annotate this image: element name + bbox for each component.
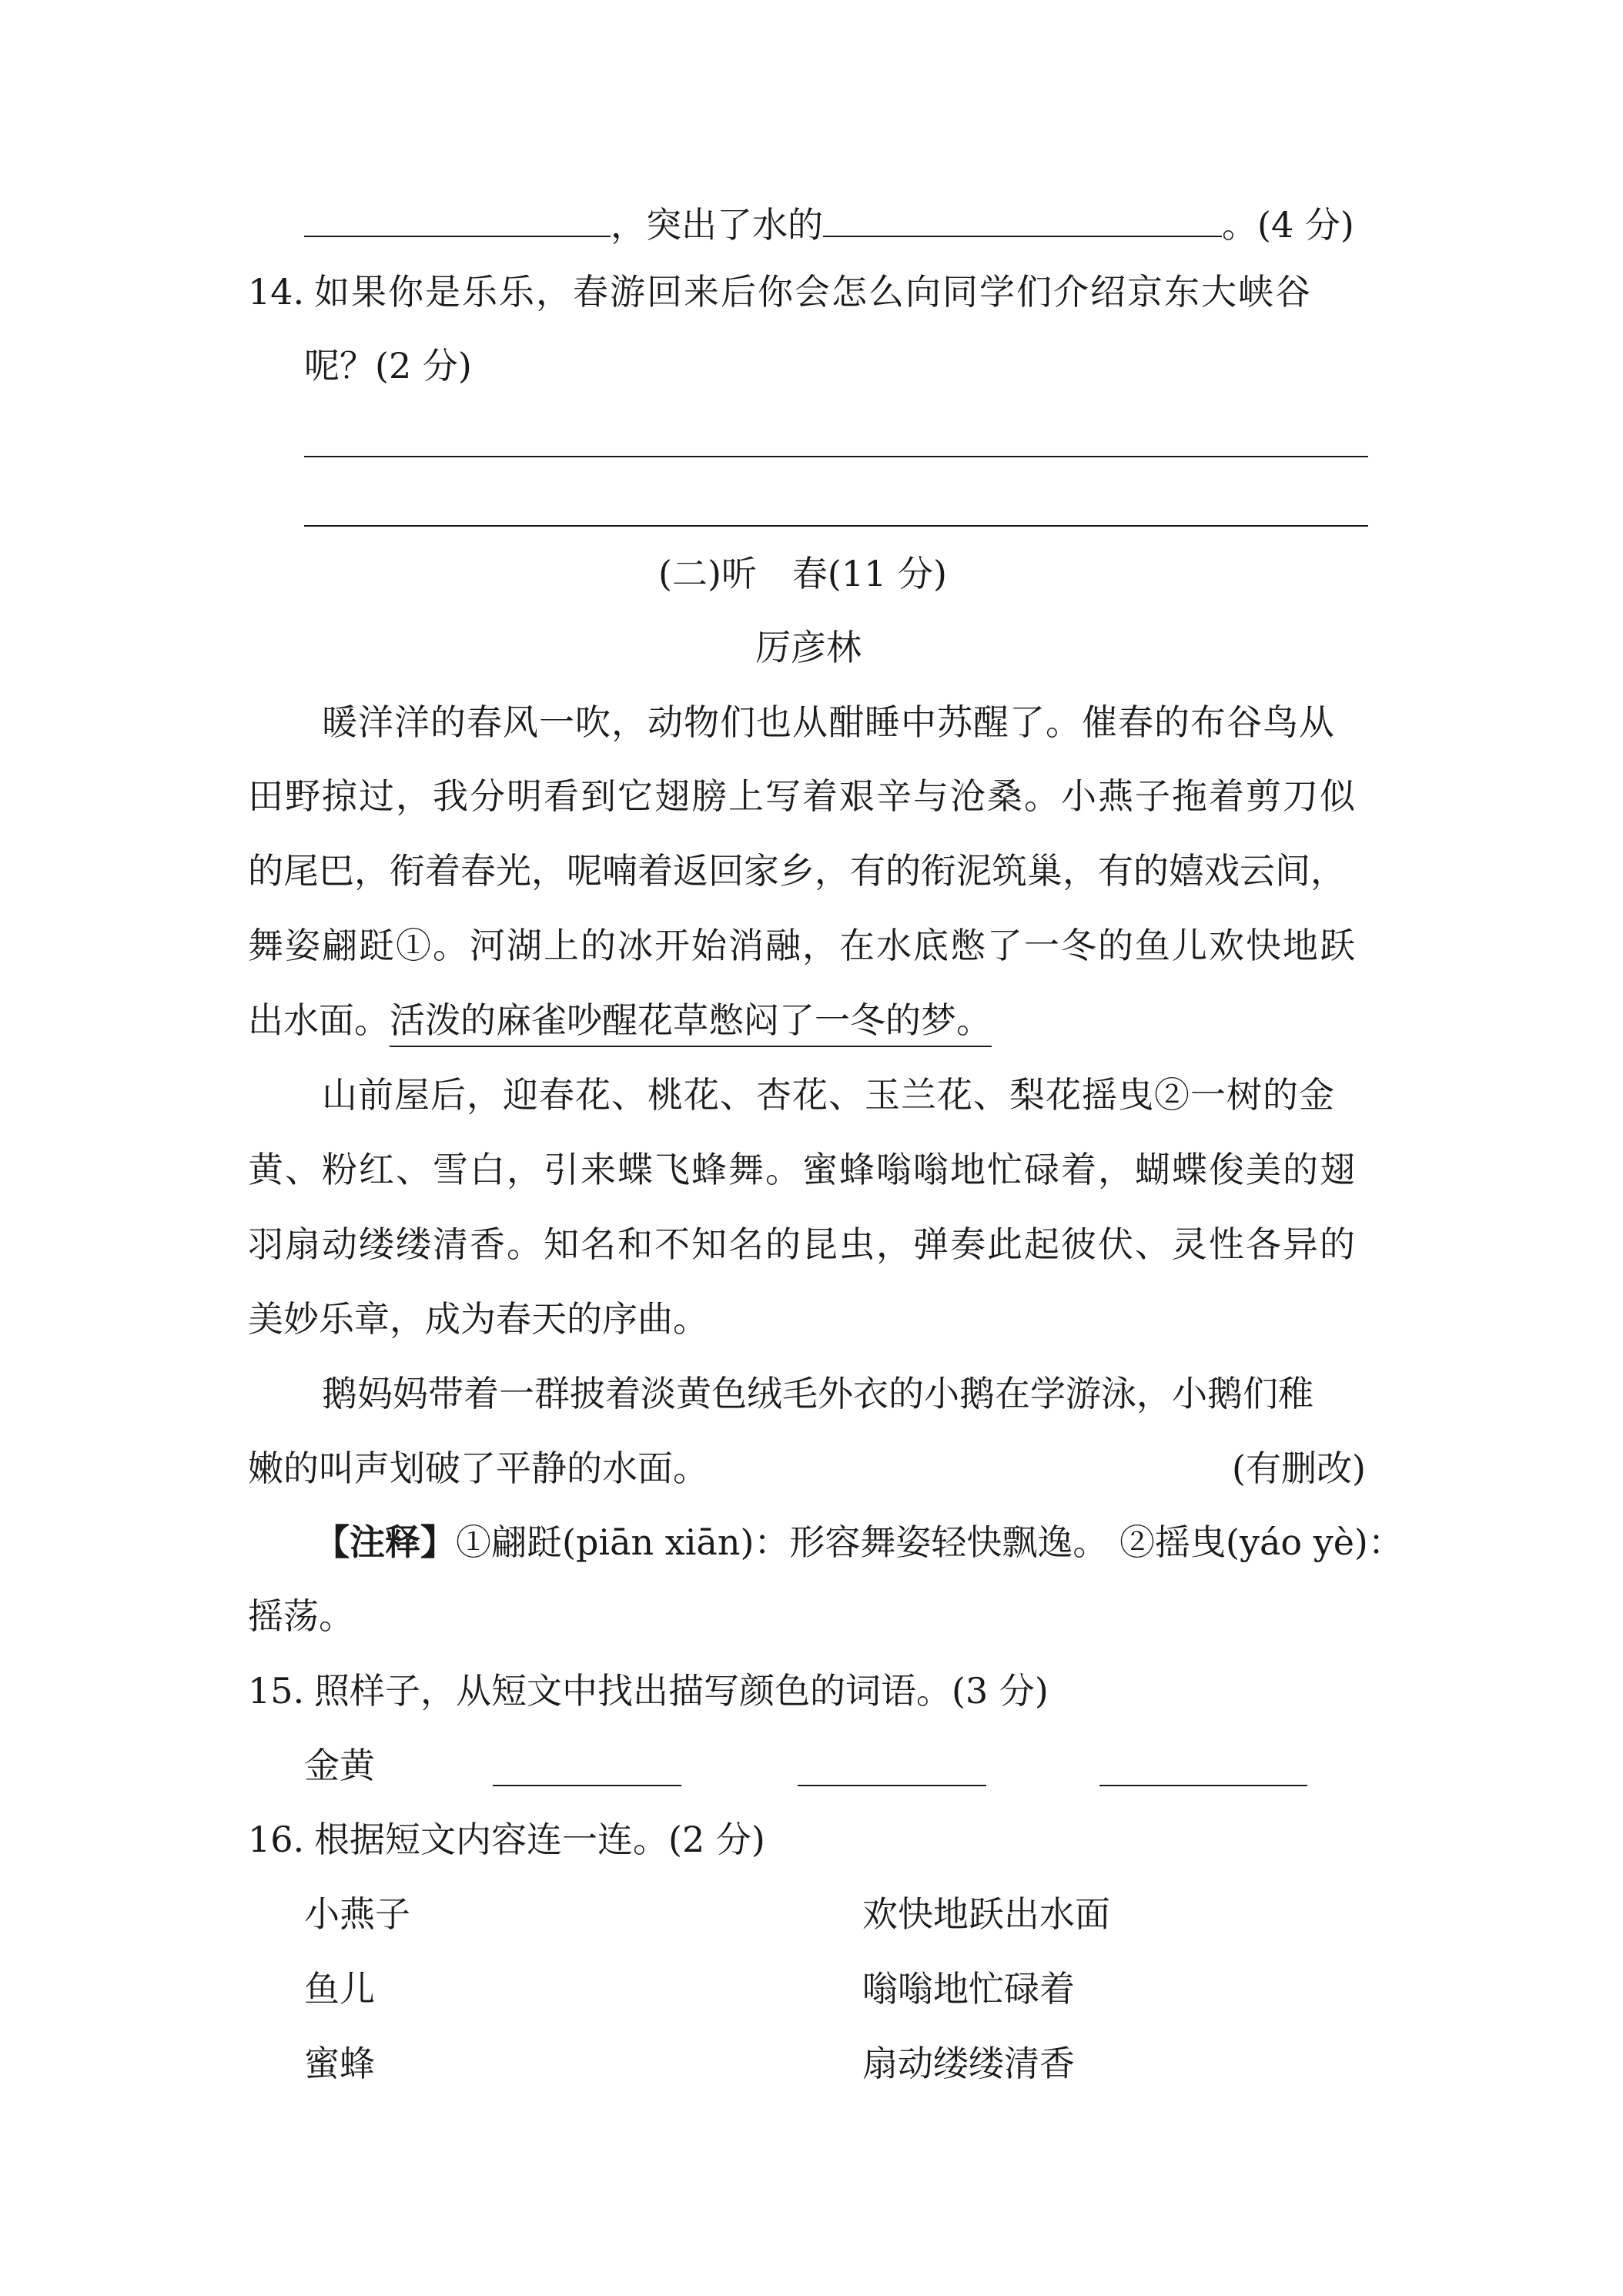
section-title bbox=[658, 553, 947, 594]
q16-question: 根据短文内容连一连。(2 分) bbox=[314, 1819, 765, 1860]
passage-p1-line1: 暖洋洋的春风一吹，动物们也从酣睡中苏醒了。催春的布谷鸟从 bbox=[322, 701, 1335, 743]
q13-text-mid: ，突出了水的 bbox=[611, 204, 823, 246]
passage-p3-line2: 嫩的叫声划破了平静的水面。 bbox=[248, 1448, 708, 1489]
q14-answer-line-2[interactable] bbox=[304, 525, 1368, 527]
passage-p1-line4: 舞姿翩跹①。河湖上的冰开始消融，在水底憋了一冬的鱼儿欢快地跃 bbox=[248, 925, 1357, 966]
section-title-part2: 春(11 分) bbox=[791, 553, 947, 594]
passage-p1-line3: 的尾巴，衔着春光，呢喃着返回家乡，有的衔泥筑巢，有的嬉戏云间， bbox=[248, 850, 1346, 892]
passage-underlined-sentence: 活泼的麻雀吵醒花草憋闷了一冬的梦。 bbox=[390, 999, 992, 1047]
q15-example: 金黄 bbox=[304, 1745, 375, 1786]
q13-answer-line bbox=[304, 202, 1354, 246]
q15-answer-blank-1[interactable] bbox=[493, 1785, 681, 1786]
passage-p3-line1: 鹅妈妈带着一群披着淡黄色绒毛外衣的小鹅在学游泳，小鹅们稚 bbox=[322, 1373, 1313, 1414]
passage-p2-line2: 黄、粉红、雪白，引来蝶飞蜂舞。蜜蜂嗡嗡地忙碌着，蝴蝶俊美的翅 bbox=[248, 1149, 1357, 1190]
q15-answer-blank-2[interactable] bbox=[798, 1785, 986, 1786]
q14-number: 14. bbox=[248, 271, 305, 313]
passage-p2-line4: 美妙乐章，成为春天的序曲。 bbox=[248, 1298, 708, 1340]
note-text-line1: ①翩跹(piān xiān)：形容舞姿轻快飘逸。 ②摇曳(yáo yè)： bbox=[456, 1521, 1404, 1563]
q16-number: 16. bbox=[248, 1819, 305, 1860]
q16-right-item-1[interactable]: 欢快地跃出水面 bbox=[862, 1893, 1110, 1935]
q16-right-item-2[interactable]: 嗡嗡地忙碌着 bbox=[862, 1968, 1075, 2010]
q15-number: 15. bbox=[248, 1670, 305, 1712]
q16-right-item-3[interactable]: 扇动缕缕清香 bbox=[862, 2043, 1075, 2084]
q14-question-line1: 如果你是乐乐，春游回来后你会怎么向同学们介绍京东大峡谷 bbox=[314, 271, 1312, 313]
q16-left-item-2[interactable]: 鱼儿 bbox=[304, 1968, 375, 2010]
q15-question: 照样子，从短文中找出描写颜色的词语。(3 分) bbox=[314, 1670, 1049, 1712]
section-title-part1: (二)听 bbox=[658, 553, 757, 594]
q13-blank-2[interactable] bbox=[823, 202, 1222, 237]
q14-question-line2: 呢？(2 分) bbox=[304, 345, 472, 387]
q13-text-end: 。(4 分) bbox=[1222, 204, 1354, 246]
q16-left-item-3[interactable]: 蜜蜂 bbox=[304, 2043, 375, 2084]
note-label: 【注释】 bbox=[314, 1521, 456, 1563]
passage-p1-line5-text: 出水面。 bbox=[248, 999, 390, 1041]
section-author: 厉彦林 bbox=[755, 627, 862, 668]
passage-p1-line2: 田野掠过，我分明看到它翅膀上写着艰辛与沧桑。小燕子拖着剪刀似 bbox=[248, 775, 1357, 817]
note-line2: 摇荡。 bbox=[248, 1595, 354, 1637]
q13-blank-1[interactable] bbox=[304, 202, 611, 237]
note-line1 bbox=[314, 1521, 1404, 1563]
q16-left-item-1[interactable]: 小燕子 bbox=[304, 1893, 410, 1935]
passage-p1-line5 bbox=[248, 999, 992, 1041]
passage-source: (有删改) bbox=[1232, 1448, 1366, 1489]
passage-p2-line3: 羽扇动缕缕清香。知名和不知名的昆虫，弹奏此起彼伏、灵性各异的 bbox=[248, 1223, 1357, 1265]
q14-answer-line-1[interactable] bbox=[304, 456, 1368, 457]
passage-p2-line1: 山前屋后，迎春花、桃花、杏花、玉兰花、梨花摇曳②一树的金 bbox=[322, 1074, 1335, 1116]
q15-answer-blank-3[interactable] bbox=[1099, 1785, 1307, 1786]
